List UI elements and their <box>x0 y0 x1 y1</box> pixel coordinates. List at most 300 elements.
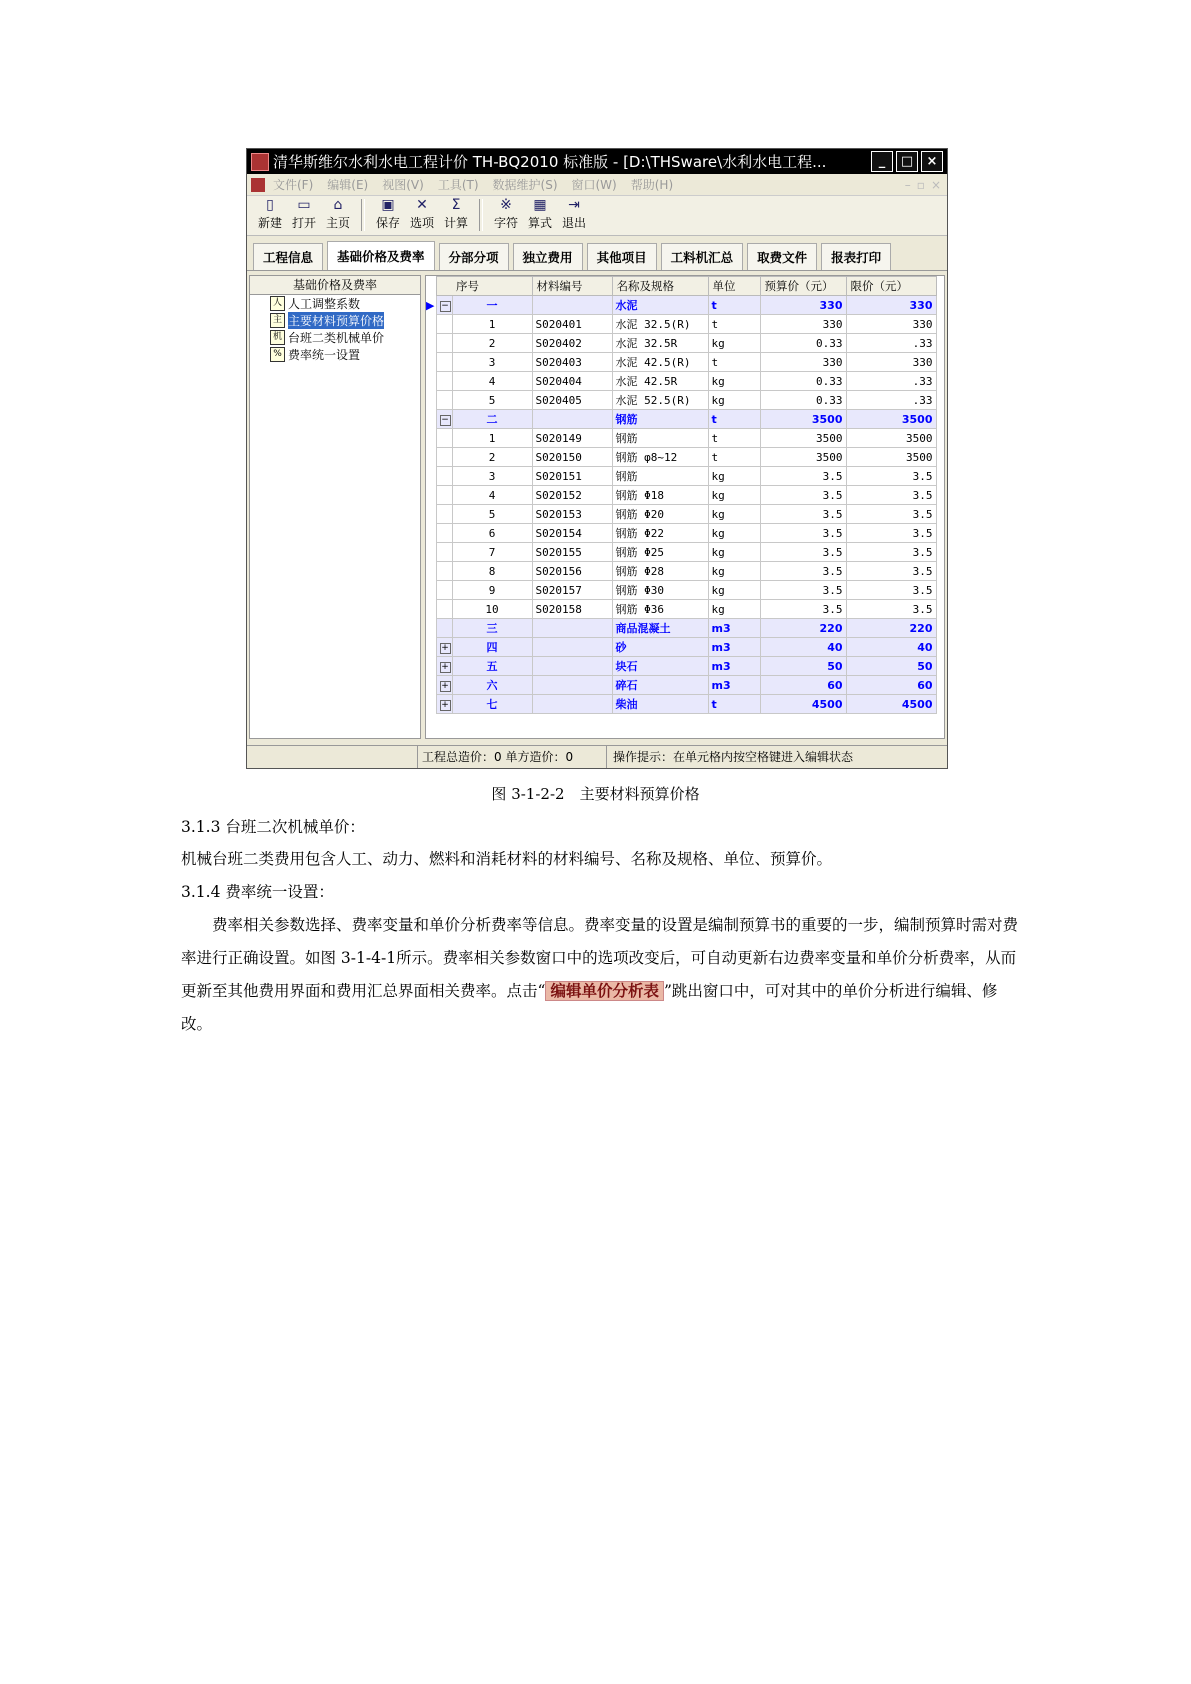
cell-limit[interactable]: .33 <box>846 391 936 410</box>
cell-unit[interactable]: t <box>708 429 760 448</box>
cell-unit[interactable]: kg <box>708 391 760 410</box>
tree-item-label: 主要材料预算价格 <box>288 314 385 328</box>
cell-code[interactable]: S020154 <box>532 524 612 543</box>
row-indicator <box>426 334 436 353</box>
cell-seq[interactable]: 1 <box>452 315 532 334</box>
open-folder-icon: ▭ <box>297 197 311 213</box>
cell-code[interactable]: S020405 <box>532 391 612 410</box>
table-body <box>426 296 936 714</box>
cell-price[interactable]: 0.33 <box>760 391 846 410</box>
cell-seq[interactable]: 9 <box>452 581 532 600</box>
exit-icon: ⇥ <box>568 197 580 213</box>
col-unit[interactable]: 单位 <box>708 277 760 296</box>
window-title: 清华斯维尔水利水电工程计价 TH-BQ2010 标准版 - [D:\THSware\水利水电工程... <box>273 153 827 171</box>
cell-code[interactable]: S020403 <box>532 353 612 372</box>
table-row[interactable] <box>426 505 936 524</box>
toolbar-separator <box>479 199 483 231</box>
row-indicator <box>426 543 436 562</box>
cell-limit[interactable]: 3.5 <box>846 543 936 562</box>
row-indicator <box>426 429 436 448</box>
new-label: 新建 <box>257 216 282 230</box>
tree-header: 基础价格及费率 <box>250 276 420 295</box>
row-indicator <box>426 695 436 714</box>
toolbar-separator <box>361 199 365 231</box>
cell-name[interactable]: 钢筋 Φ30 <box>612 581 708 600</box>
cell-code[interactable] <box>532 410 612 429</box>
menu-help[interactable]: 帮助(H) <box>630 178 674 192</box>
cell-price[interactable]: 330 <box>760 353 846 372</box>
expander[interactable] <box>436 334 452 353</box>
status-blank <box>247 746 418 768</box>
cell-price[interactable]: 60 <box>760 676 846 695</box>
cell-name[interactable]: 砂 <box>612 638 708 657</box>
char-label: 字符 <box>493 216 518 230</box>
expander[interactable] <box>436 448 452 467</box>
cell-seq[interactable]: 5 <box>452 391 532 410</box>
cell-unit[interactable]: kg <box>708 372 760 391</box>
cell-seq[interactable]: 10 <box>452 600 532 619</box>
table-row[interactable] <box>426 467 936 486</box>
cell-seq[interactable]: 3 <box>452 353 532 372</box>
cell-limit[interactable]: 4500 <box>846 695 936 714</box>
tab-fee-files[interactable]: 取费文件 <box>747 243 817 270</box>
cell-limit[interactable]: 3.5 <box>846 505 936 524</box>
calculator-icon: ▦ <box>533 197 547 213</box>
table-header-row <box>426 277 936 296</box>
cell-limit[interactable]: .33 <box>846 334 936 353</box>
tree-item-main-materials[interactable] <box>250 312 420 329</box>
group-row[interactable] <box>426 676 936 695</box>
mdi-restore-icon[interactable]: ▫ <box>916 177 925 192</box>
tab-base-prices[interactable]: 基础价格及费率 <box>327 241 435 270</box>
table-row[interactable] <box>426 391 936 410</box>
cell-price[interactable]: 3.5 <box>760 581 846 600</box>
cell-unit[interactable]: t <box>708 353 760 372</box>
row-indicator <box>426 657 436 676</box>
paragraph-text-tail: 跳出窗口中，可对其中的单价分析进行编辑、修改。 <box>181 982 998 1033</box>
sigma-icon: Σ <box>451 197 461 213</box>
main-material-icon: 主 <box>270 313 285 328</box>
formula-label: 算式 <box>527 216 552 230</box>
row-indicator <box>426 391 436 410</box>
row-indicator <box>426 467 436 486</box>
expander[interactable] <box>436 315 452 334</box>
expander[interactable] <box>436 619 452 638</box>
cell-unit[interactable]: m3 <box>708 638 760 657</box>
cell-name[interactable]: 钢筋 Φ25 <box>612 543 708 562</box>
cell-price[interactable]: 330 <box>760 315 846 334</box>
cell-limit[interactable]: 3.5 <box>846 600 936 619</box>
special-char-icon: ※ <box>500 197 512 213</box>
row-indicator <box>426 562 436 581</box>
paragraph-3-1-4: 费率相关参数选择、费率变量和单价分析费率等信息。费率变量的设置是编制预算书的重要的一步，编制预算时需对费率进行正确设置。如图 3-1-4-1所示。费率相关参数窗口中的选项改变后，可自动更新右边费率变量和单价分析费率，从而更新至其他费用界面和费用汇总界面相关费率。点击“ 编辑单价分析表 ”跳出窗口中，可对其中的单价分析进行编辑、修改。 <box>181 916 1019 1033</box>
tree-item-label: 费率统一设置 <box>288 348 361 362</box>
cell-name[interactable]: 块石 <box>612 657 708 676</box>
close-button[interactable]: × <box>921 151 943 172</box>
tab-labor-material-summary[interactable]: 工料机汇总 <box>661 243 744 270</box>
row-indicator-header <box>426 277 436 296</box>
expander[interactable] <box>436 676 452 695</box>
heading-3-1-3: 3.1.3 台班二次机械单价： <box>181 818 365 836</box>
cell-price[interactable]: 3500 <box>760 410 846 429</box>
row-indicator <box>426 448 436 467</box>
cell-price[interactable]: 3.5 <box>760 505 846 524</box>
cell-limit[interactable]: 3500 <box>846 448 936 467</box>
expander[interactable] <box>436 638 452 657</box>
cell-code[interactable] <box>532 695 612 714</box>
paragraph-3-1-3: 机械台班二类费用包含人工、动力、燃料和消耗材料的材料编号、名称及规格、单位、预算价。 <box>181 850 833 868</box>
cell-name[interactable]: 水泥 32.5(R) <box>612 315 708 334</box>
calculate-button[interactable] <box>439 197 473 231</box>
cell-seq[interactable]: 七 <box>452 695 532 714</box>
tree-item-label: 人工调整系数 <box>288 297 361 311</box>
cell-name[interactable]: 钢筋 <box>612 410 708 429</box>
rate-icon: % <box>270 347 285 362</box>
cell-unit[interactable]: t <box>708 296 760 315</box>
cell-name[interactable]: 钢筋 Φ22 <box>612 524 708 543</box>
cell-code[interactable]: S020151 <box>532 467 612 486</box>
material-grid-panel <box>425 275 945 739</box>
cell-name[interactable]: 钢筋 Φ20 <box>612 505 708 524</box>
heading-3-1-4: 3.1.4 费率统一设置： <box>181 883 334 901</box>
row-indicator <box>426 486 436 505</box>
cell-unit[interactable]: kg <box>708 543 760 562</box>
collapse-icon[interactable]: − <box>441 415 449 425</box>
col-code[interactable]: 材料编号 <box>532 277 612 296</box>
cell-unit[interactable]: m3 <box>708 657 760 676</box>
cell-name[interactable]: 钢筋 Φ28 <box>612 562 708 581</box>
cell-name[interactable]: 水泥 52.5(R) <box>612 391 708 410</box>
cell-code[interactable]: S020149 <box>532 429 612 448</box>
table-row[interactable] <box>426 562 936 581</box>
cell-unit[interactable]: kg <box>708 600 760 619</box>
home-icon: ⌂ <box>333 197 343 213</box>
group-row[interactable] <box>426 619 936 638</box>
cell-unit[interactable]: kg <box>708 581 760 600</box>
cell-seq[interactable]: 8 <box>452 562 532 581</box>
cell-unit[interactable]: t <box>708 695 760 714</box>
tree-item-labor-coeff[interactable] <box>250 295 420 312</box>
table-row[interactable] <box>426 372 936 391</box>
cell-unit[interactable]: kg <box>708 467 760 486</box>
row-indicator <box>426 372 436 391</box>
table-row[interactable] <box>426 334 936 353</box>
cell-name[interactable]: 水泥 42.5R <box>612 372 708 391</box>
cell-price[interactable]: 3.5 <box>760 600 846 619</box>
expander[interactable] <box>436 581 452 600</box>
cell-code[interactable]: S020402 <box>532 334 612 353</box>
tab-project-info[interactable]: 工程信息 <box>253 243 323 270</box>
cell-seq[interactable]: 2 <box>452 334 532 353</box>
expander[interactable] <box>436 524 452 543</box>
minimize-button[interactable]: _ <box>871 151 893 172</box>
cell-price[interactable]: 3.5 <box>760 562 846 581</box>
machine-icon: 机 <box>270 330 285 345</box>
left-tree-panel <box>249 275 421 739</box>
cell-code[interactable]: S020156 <box>532 562 612 581</box>
save-button[interactable] <box>371 197 405 231</box>
cell-name[interactable]: 水泥 <box>612 296 708 315</box>
cell-name[interactable]: 水泥 32.5R <box>612 334 708 353</box>
menu-data[interactable]: 数据维护(S) <box>492 178 558 192</box>
table-row[interactable] <box>426 315 936 334</box>
new-button[interactable] <box>253 197 287 231</box>
expander[interactable] <box>436 410 452 429</box>
formula-button[interactable] <box>523 197 557 231</box>
app-logo-icon <box>251 153 269 171</box>
cell-seq[interactable]: 5 <box>452 505 532 524</box>
cell-code[interactable]: S020155 <box>532 543 612 562</box>
tab-report-print[interactable]: 报表打印 <box>821 243 891 270</box>
cell-limit[interactable]: 60 <box>846 676 936 695</box>
cell-code[interactable]: S020158 <box>532 600 612 619</box>
cell-seq[interactable]: 6 <box>452 524 532 543</box>
tools-icon: ✕ <box>416 197 428 213</box>
group-row[interactable] <box>426 410 936 429</box>
cell-limit[interactable]: 3.5 <box>846 524 936 543</box>
cell-unit[interactable]: kg <box>708 334 760 353</box>
mdi-minimize-icon[interactable]: – <box>904 177 911 192</box>
cell-code[interactable]: S020153 <box>532 505 612 524</box>
cell-seq[interactable]: 3 <box>452 467 532 486</box>
cell-code[interactable] <box>532 296 612 315</box>
new-doc-icon: ▯ <box>266 197 274 213</box>
table-row[interactable] <box>426 600 936 619</box>
table-row[interactable] <box>426 543 936 562</box>
cell-unit[interactable]: kg <box>708 562 760 581</box>
cell-price[interactable]: 3500 <box>760 448 846 467</box>
cell-limit[interactable]: 330 <box>846 315 936 334</box>
table-row[interactable] <box>426 429 936 448</box>
options-button[interactable] <box>405 197 439 231</box>
cell-price[interactable]: 3.5 <box>760 543 846 562</box>
labor-icon: 人 <box>270 296 285 311</box>
cell-seq[interactable]: 四 <box>452 638 532 657</box>
expand-icon[interactable]: + <box>441 662 449 672</box>
cell-limit[interactable]: 3.5 <box>846 486 936 505</box>
cell-code[interactable] <box>532 657 612 676</box>
material-price-table <box>426 276 937 714</box>
cell-limit[interactable]: 3500 <box>846 429 936 448</box>
cell-code[interactable]: S020150 <box>532 448 612 467</box>
group-row[interactable] <box>426 695 936 714</box>
title-bar <box>247 149 947 174</box>
menu-edit[interactable]: 编辑(E) <box>327 178 369 192</box>
home-button[interactable] <box>321 197 355 231</box>
cell-seq[interactable]: 二 <box>452 410 532 429</box>
row-indicator <box>426 410 436 429</box>
cell-unit[interactable]: t <box>708 410 760 429</box>
menu-view[interactable]: 视图(V) <box>382 178 424 192</box>
table-row[interactable] <box>426 524 936 543</box>
group-row[interactable] <box>426 296 936 315</box>
group-row[interactable] <box>426 638 936 657</box>
cell-limit[interactable]: .33 <box>846 372 936 391</box>
row-indicator <box>426 619 436 638</box>
cell-limit[interactable]: 330 <box>846 353 936 372</box>
cell-limit[interactable]: 50 <box>846 657 936 676</box>
expand-icon[interactable]: + <box>441 643 449 653</box>
status-totals: 工程总造价：0 单方造价：0 <box>418 746 607 768</box>
table-row[interactable] <box>426 486 936 505</box>
expander[interactable] <box>436 296 452 315</box>
col-seq[interactable]: 序号 <box>452 277 532 296</box>
menu-bar <box>247 174 947 196</box>
row-indicator <box>426 505 436 524</box>
app-screenshot <box>246 148 948 769</box>
cell-code[interactable]: S020404 <box>532 372 612 391</box>
col-limit[interactable]: 限价（元） <box>846 277 936 296</box>
cell-seq[interactable]: 4 <box>452 372 532 391</box>
tree-item-machine-price[interactable] <box>250 329 420 346</box>
cell-price[interactable]: 40 <box>760 638 846 657</box>
collapse-icon[interactable]: − <box>441 301 449 311</box>
cell-price[interactable]: 3.5 <box>760 524 846 543</box>
cell-name[interactable]: 钢筋 <box>612 429 708 448</box>
cell-unit[interactable]: kg <box>708 486 760 505</box>
row-indicator <box>426 676 436 695</box>
status-bar <box>247 745 947 768</box>
open-button[interactable] <box>287 197 321 231</box>
cell-limit[interactable]: 40 <box>846 638 936 657</box>
cell-price[interactable]: 0.33 <box>760 372 846 391</box>
tab-independent-fees[interactable]: 独立费用 <box>513 243 583 270</box>
cell-name[interactable]: 钢筋 <box>612 467 708 486</box>
cell-seq[interactable]: 三 <box>452 619 532 638</box>
cell-seq[interactable]: 六 <box>452 676 532 695</box>
paragraph-text: 费率相关参数选择、费率变量和单价分析费率等信息。费率变量的设置是编制预算书的重要的一步，编制预算时需对费率进行正确设置。如图 3-1-4-1所示。费率相关参数窗口中的选项改变后，可自动更新右边费率变量和单价分析费率，从而更新至其他费用界面和费用汇总界面相关费率。点击 <box>181 916 1019 1000</box>
cell-limit[interactable]: 3.5 <box>846 581 936 600</box>
table-row[interactable] <box>426 353 936 372</box>
status-hint: 操作提示：在单元格内按空格键进入编辑状态 <box>613 750 854 764</box>
cell-code[interactable]: S020401 <box>532 315 612 334</box>
expander[interactable] <box>436 543 452 562</box>
cell-seq[interactable]: 4 <box>452 486 532 505</box>
cell-name[interactable]: 柴油 <box>612 695 708 714</box>
expand-icon[interactable]: + <box>441 681 449 691</box>
cell-limit[interactable]: 3.5 <box>846 562 936 581</box>
menu-tools[interactable]: 工具(T) <box>437 178 479 192</box>
doc-icon <box>251 178 265 192</box>
expander[interactable] <box>436 505 452 524</box>
table-row[interactable] <box>426 448 936 467</box>
cell-name[interactable]: 钢筋 Φ18 <box>612 486 708 505</box>
cell-unit[interactable]: kg <box>708 505 760 524</box>
expand-icon[interactable]: + <box>441 700 449 710</box>
tree-item-rate-settings[interactable] <box>250 346 420 363</box>
tab-other-items[interactable]: 其他项目 <box>587 243 657 270</box>
col-price[interactable]: 预算价（元） <box>760 277 846 296</box>
cell-price[interactable]: 0.33 <box>760 334 846 353</box>
tab-bar <box>247 236 947 271</box>
cell-unit[interactable]: kg <box>708 524 760 543</box>
maximize-button[interactable]: □ <box>896 151 918 172</box>
menu-window[interactable]: 窗口(W) <box>571 178 617 192</box>
row-indicator <box>426 600 436 619</box>
row-indicator <box>426 353 436 372</box>
expander-header <box>436 277 452 296</box>
cell-unit[interactable]: t <box>708 315 760 334</box>
cell-code[interactable] <box>532 638 612 657</box>
save-label: 保存 <box>375 216 400 230</box>
save-icon: ▣ <box>381 197 395 213</box>
cell-name[interactable]: 商品混凝土 <box>612 619 708 638</box>
cell-seq[interactable]: 一 <box>452 296 532 315</box>
cell-unit[interactable]: m3 <box>708 676 760 695</box>
cell-code[interactable] <box>532 619 612 638</box>
cell-seq[interactable]: 7 <box>452 543 532 562</box>
cell-price[interactable]: 3.5 <box>760 467 846 486</box>
row-indicator <box>426 524 436 543</box>
cell-name[interactable]: 水泥 42.5(R) <box>612 353 708 372</box>
options-label: 选项 <box>409 216 434 230</box>
row-indicator <box>426 638 436 657</box>
cell-code[interactable]: S020157 <box>532 581 612 600</box>
expander[interactable] <box>436 600 452 619</box>
expander[interactable] <box>436 353 452 372</box>
expander[interactable] <box>436 657 452 676</box>
exit-button[interactable] <box>557 197 591 231</box>
char-button[interactable] <box>489 197 523 231</box>
group-row[interactable] <box>426 657 936 676</box>
expander[interactable] <box>436 429 452 448</box>
content-area <box>249 275 945 739</box>
row-indicator <box>426 581 436 600</box>
cell-price[interactable]: 4500 <box>760 695 846 714</box>
cell-seq[interactable]: 1 <box>452 429 532 448</box>
cell-unit[interactable]: m3 <box>708 619 760 638</box>
cell-code[interactable]: S020152 <box>532 486 612 505</box>
row-indicator: ▶ <box>426 296 436 315</box>
cell-code[interactable] <box>532 676 612 695</box>
expander[interactable] <box>436 391 452 410</box>
cell-limit[interactable]: 220 <box>846 619 936 638</box>
cell-limit[interactable]: 3500 <box>846 410 936 429</box>
tab-sections[interactable]: 分部分项 <box>439 243 509 270</box>
menu-file[interactable]: 文件(F) <box>273 178 314 192</box>
cell-price[interactable]: 220 <box>760 619 846 638</box>
table-row[interactable] <box>426 581 936 600</box>
calculate-label: 计算 <box>443 216 468 230</box>
expander[interactable] <box>436 372 452 391</box>
cell-seq[interactable]: 五 <box>452 657 532 676</box>
expander[interactable] <box>436 562 452 581</box>
open-label: 打开 <box>291 216 316 230</box>
mdi-close-icon[interactable]: × <box>930 177 941 192</box>
expander[interactable] <box>436 467 452 486</box>
tree-item-label: 台班二类机械单价 <box>288 331 385 345</box>
cell-name[interactable]: 碎石 <box>612 676 708 695</box>
col-name[interactable]: 名称及规格 <box>612 277 708 296</box>
expander[interactable] <box>436 695 452 714</box>
cell-price[interactable]: 3.5 <box>760 486 846 505</box>
cell-limit[interactable]: 330 <box>846 296 936 315</box>
figure-caption: 图 3-1-2-2 主要材料预算价格 <box>491 785 700 803</box>
edit-unit-analysis-button[interactable]: 编辑单价分析表 <box>545 981 664 1001</box>
home-label: 主页 <box>325 216 350 230</box>
cell-name[interactable]: 钢筋 Φ36 <box>612 600 708 619</box>
cell-price[interactable]: 3500 <box>760 429 846 448</box>
cell-name[interactable]: 钢筋 φ8~12 <box>612 448 708 467</box>
expander[interactable] <box>436 486 452 505</box>
cell-price[interactable]: 330 <box>760 296 846 315</box>
cell-price[interactable]: 50 <box>760 657 846 676</box>
cell-seq[interactable]: 2 <box>452 448 532 467</box>
toolbar <box>247 196 947 236</box>
cell-limit[interactable]: 3.5 <box>846 467 936 486</box>
row-indicator <box>426 315 436 334</box>
cell-unit[interactable]: t <box>708 448 760 467</box>
